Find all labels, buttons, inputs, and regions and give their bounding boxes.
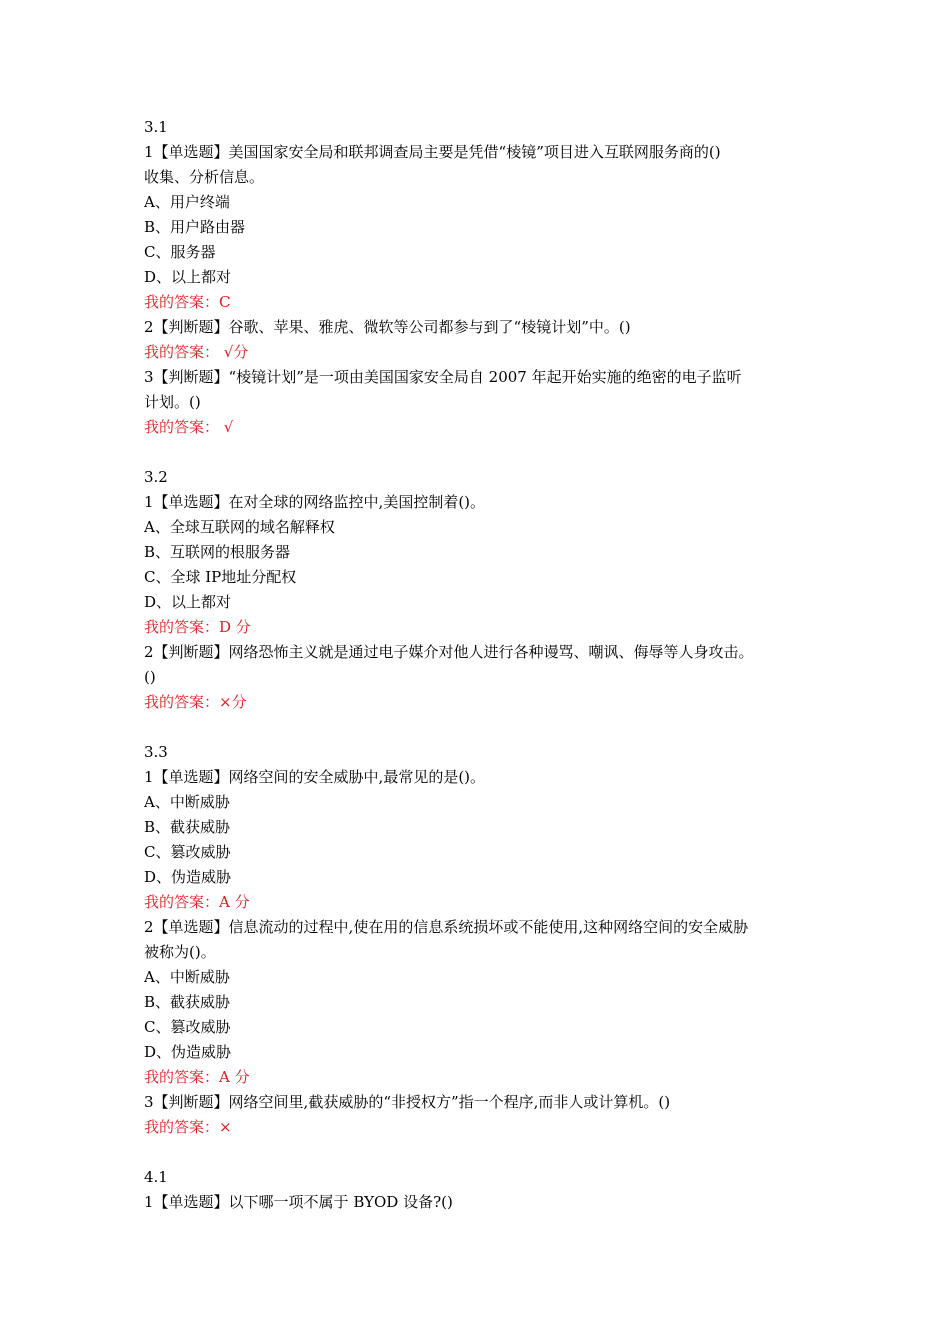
text-line: 3.3: [144, 743, 168, 761]
text-line: 计划。(): [144, 393, 201, 411]
blank-line: [144, 1140, 824, 1165]
text-line: A、全球互联网的域名解释权: [144, 518, 335, 536]
text-line: C、服务器: [144, 243, 216, 261]
text-line: C、篡改威胁: [144, 1018, 231, 1036]
text-line: B、用户路由器: [144, 218, 246, 236]
text-line: 1【单选题】网络空间的安全威胁中,最常见的是()。: [144, 768, 486, 786]
text-line: C、篡改威胁: [144, 843, 231, 861]
answer-line: 我的答案：A 分: [144, 893, 250, 911]
answer-line: 我的答案：×: [144, 1118, 232, 1136]
text-line: A、用户终端: [144, 193, 230, 211]
text-line: D、以上都对: [144, 593, 232, 611]
text-line: B、互联网的根服务器: [144, 543, 291, 561]
text-line: B、截获威胁: [144, 818, 231, 836]
text-line: 2【单选题】信息流动的过程中,使在用的信息系统损坏或不能使用,这种网络空间的安全威胁: [144, 918, 749, 936]
text-line: D、以上都对: [144, 268, 232, 286]
text-line: 3【判断题】“棱镜计划”是一项由美国国家安全局自 2007 年起开始实施的绝密的电子监听: [144, 368, 742, 386]
text-line: (): [144, 668, 156, 686]
text-line: 收集、分析信息。: [144, 168, 265, 186]
answer-line: 我的答案：A 分: [144, 1068, 250, 1086]
text-line: 3【判断题】网络空间里,截获威胁的“非授权方”指一个程序,而非人或计算机。(): [144, 1093, 671, 1111]
text-line: 1【单选题】美国国家安全局和联邦调查局主要是凭借“棱镜”项目进入互联网服务商的(): [144, 143, 721, 161]
document-page: [144, 115, 824, 1215]
text-line: C、全球 IP地址分配权: [144, 568, 297, 586]
text-line: 1【单选题】以下哪一项不属于 BYOD 设备?(): [144, 1193, 453, 1211]
blank-line: [144, 440, 824, 465]
answer-line: 我的答案：C: [144, 293, 231, 311]
text-line: 3.2: [144, 468, 168, 486]
answer-line: 我的答案：D 分: [144, 618, 251, 636]
text-line: 4.1: [144, 1168, 168, 1186]
text-line: 2【判断题】谷歌、苹果、雅虎、微软等公司都参与到了“棱镜计划”中。(): [144, 318, 631, 336]
text-line: B、截获威胁: [144, 993, 231, 1011]
answer-line: 我的答案： √分: [144, 343, 249, 361]
answer-line: 我的答案：×分: [144, 693, 247, 711]
text-line: 被称为()。: [144, 943, 216, 961]
blank-line: [144, 715, 824, 740]
answer-line: 我的答案： √: [144, 418, 234, 436]
text-line: A、中断威胁: [144, 968, 230, 986]
text-line: 3.1: [144, 118, 168, 136]
text-line: 2【判断题】网络恐怖主义就是通过电子媒介对他人进行各种谩骂、嘲讽、侮辱等人身攻击。: [144, 643, 754, 661]
text-line: 1【单选题】在对全球的网络监控中,美国控制着()。: [144, 493, 486, 511]
text-line: D、伪造威胁: [144, 1043, 232, 1061]
text-line: A、中断威胁: [144, 793, 230, 811]
text-line: D、伪造威胁: [144, 868, 232, 886]
